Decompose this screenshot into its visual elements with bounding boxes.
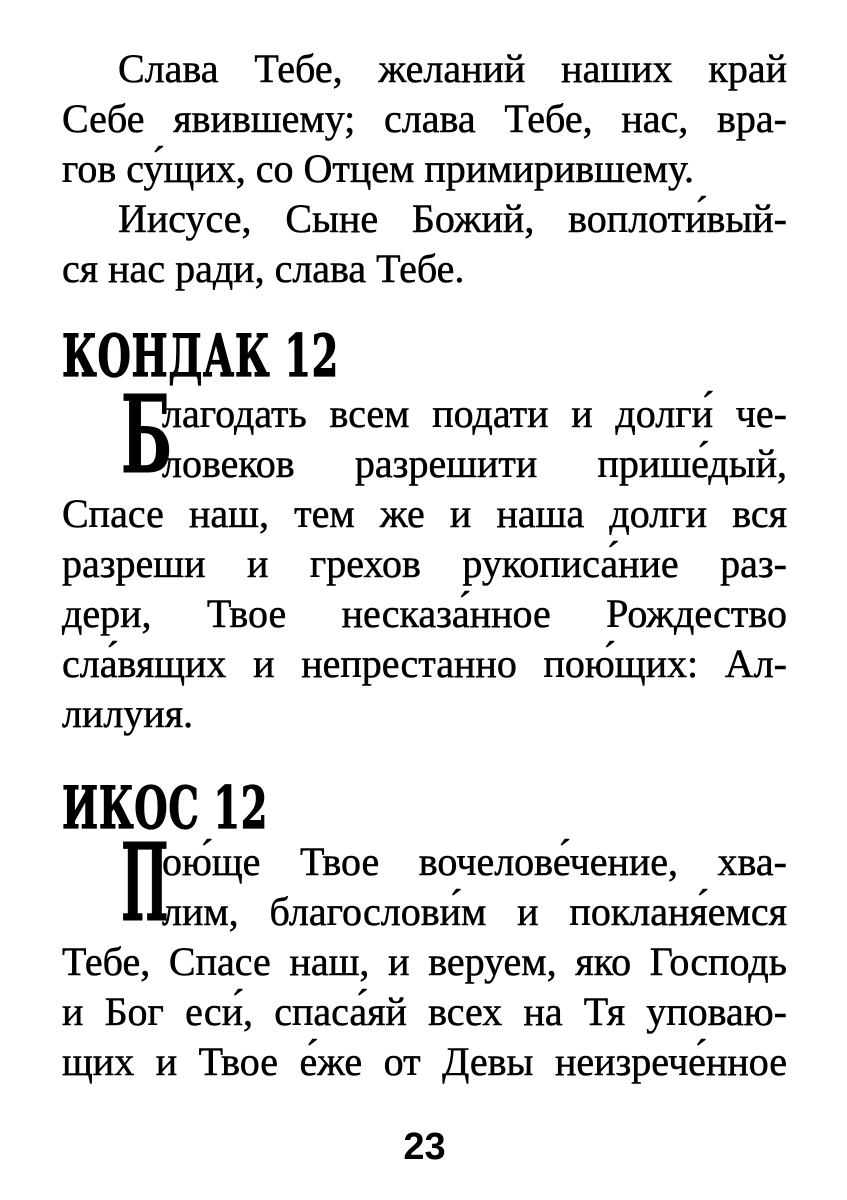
text-line: Спасе наш, тем же и наша долги вся (62, 491, 787, 536)
paragraph-ikos-12 (62, 821, 787, 1087)
heading-ikos-12: ИКОС 12 (62, 774, 269, 842)
text-line: Тебе, Спасе наш, и веруем, яко Господь (62, 939, 787, 984)
text-line: щих и Твое е́же от Девы неизрече́нное (62, 1039, 787, 1084)
text-line: лим, благослови́м и покланя́емся (162, 889, 787, 934)
paragraph-glory (62, 44, 787, 194)
paragraph-refrain (62, 194, 787, 294)
text-line: ся нас ради, слава Тебе. (62, 246, 465, 291)
paragraph-kondak-12 (62, 373, 787, 739)
text-line: лагодать всем подати и долги́ че- (162, 391, 787, 436)
text-line: гов су́щих, со Отцем примирившему. (62, 146, 695, 191)
text-line: дери, Твое несказа́нное Рождество (62, 591, 787, 636)
text-line: разреши и грехов рукописа́ние раз- (62, 541, 787, 586)
text-line: ою́ще Твое вочелове́чение, хва- (162, 839, 787, 884)
text-line: лилуия. (62, 691, 194, 736)
drop-cap-p: П (121, 821, 169, 946)
text-line: Слава Тебе, желаний наших край (118, 46, 787, 91)
heading-kondak-12: КОНДАК 12 (62, 322, 339, 390)
text-line: сла́вящих и непрестанно пою́щих: Ал- (62, 641, 787, 686)
text-line: Иисусе, Сыне Божий, воплоти́вый- (118, 196, 787, 241)
text-line: Себе явившему; слава Тебе, нас, вра- (62, 96, 787, 141)
text-line: ловеков разрешити прише́дый, (162, 441, 787, 486)
page-number: 23 (403, 1126, 446, 1168)
drop-cap-b: Б (121, 373, 173, 498)
text-line: и Бог еси́, спаса́яй всех на Тя уповаю- (62, 989, 787, 1034)
